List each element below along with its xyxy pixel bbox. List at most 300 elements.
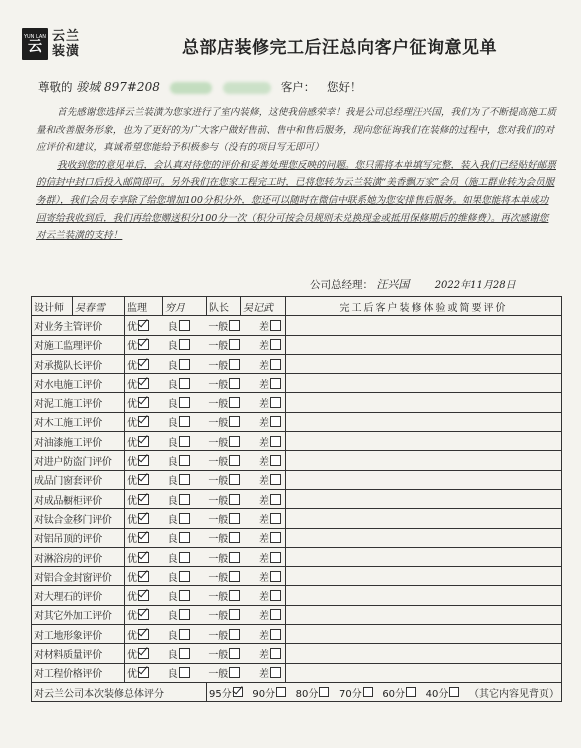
table-row — [32, 663, 562, 682]
logo-name-top: 云兰 — [52, 29, 81, 44]
checkbox[interactable] — [270, 397, 281, 408]
score-option-label: 40分 — [425, 688, 449, 700]
score-option[interactable] — [426, 685, 460, 700]
evaluation-item-label: 对工程价格评价 — [32, 663, 125, 682]
rating-option-label: 优 — [127, 360, 137, 372]
remarks-header: 完工后客户装修体验或简要评价 — [286, 297, 562, 316]
rating-option-label: 一般 — [208, 341, 229, 353]
remarks-cell[interactable] — [286, 663, 562, 682]
checkbox[interactable] — [270, 416, 281, 427]
rating-option[interactable] — [259, 337, 281, 352]
checkbox[interactable] — [179, 590, 190, 601]
rating-option[interactable] — [127, 550, 149, 565]
checked-checkbox[interactable] — [138, 436, 149, 447]
leader-label: 队长 — [207, 297, 241, 316]
rating-option[interactable] — [127, 472, 149, 487]
rating-option[interactable] — [208, 492, 240, 507]
rating-option[interactable] — [168, 472, 190, 487]
rating-option-label: 优 — [127, 514, 137, 526]
rating-option[interactable] — [259, 530, 281, 545]
checkbox[interactable] — [229, 474, 240, 485]
rating-option-label: 差 — [258, 669, 269, 681]
rating-option-label: 一般 — [208, 669, 229, 681]
rating-option[interactable] — [208, 646, 240, 661]
rating-option-label: 一般 — [208, 437, 229, 449]
remarks-cell[interactable] — [286, 335, 562, 354]
checkbox[interactable] — [179, 494, 190, 505]
rating-option[interactable] — [127, 569, 149, 584]
rating-option[interactable] — [259, 492, 281, 507]
rating-option-label: 一般 — [208, 457, 229, 469]
score-option[interactable] — [339, 685, 373, 700]
rating-option[interactable] — [259, 569, 281, 584]
rating-option[interactable] — [259, 434, 281, 449]
rating-option-label: 一般 — [208, 379, 229, 391]
remarks-cell[interactable] — [286, 528, 562, 547]
checkbox[interactable] — [229, 513, 240, 524]
rating-option[interactable] — [208, 376, 240, 391]
redacted-blur — [170, 82, 212, 94]
table-row — [32, 393, 562, 412]
rating-option[interactable] — [259, 588, 281, 603]
rating-option[interactable] — [168, 665, 190, 680]
rating-option-label: 优 — [127, 592, 137, 604]
supervisor-value[interactable]: 穷月 — [163, 297, 207, 316]
checked-checkbox[interactable] — [138, 359, 149, 370]
rating-option-label: 差 — [258, 360, 269, 372]
remarks-cell[interactable] — [286, 605, 562, 624]
rating-options — [125, 354, 286, 373]
rating-option[interactable] — [208, 530, 240, 545]
checked-checkbox[interactable] — [138, 397, 149, 408]
rating-option-label: 差 — [258, 495, 269, 507]
checkbox[interactable] — [270, 513, 281, 524]
rating-option-label: 一般 — [208, 611, 229, 623]
rating-option[interactable] — [259, 511, 281, 526]
remarks-cell[interactable] — [286, 489, 562, 508]
rating-option[interactable] — [127, 511, 149, 526]
rating-option[interactable] — [259, 357, 281, 372]
rating-option[interactable] — [127, 414, 149, 429]
rating-option[interactable] — [168, 453, 190, 468]
rating-options — [125, 605, 286, 624]
checked-checkbox[interactable] — [138, 667, 149, 678]
checkbox[interactable] — [229, 455, 240, 466]
checked-checkbox[interactable] — [138, 494, 149, 505]
rating-option-label: 差 — [258, 611, 269, 623]
rating-options — [125, 509, 286, 528]
rating-option-label: 一般 — [208, 360, 229, 372]
remarks-cell[interactable] — [286, 547, 562, 566]
rating-option[interactable] — [208, 434, 240, 449]
evaluation-item-label: 对油漆施工评价 — [32, 432, 125, 451]
rating-option-label: 差 — [258, 399, 269, 411]
rating-option-label: 良 — [167, 630, 178, 642]
rating-option[interactable] — [127, 318, 149, 333]
rating-option[interactable] — [127, 588, 149, 603]
checkbox[interactable] — [270, 359, 281, 370]
rating-option-label: 差 — [258, 630, 269, 642]
rating-option[interactable] — [259, 665, 281, 680]
score-option[interactable] — [252, 685, 286, 700]
checkbox[interactable] — [270, 648, 281, 659]
rating-option-label: 良 — [167, 321, 178, 333]
score-option[interactable] — [296, 685, 330, 700]
rating-option[interactable] — [127, 665, 149, 680]
signature-line: 公司总经理： 汪兴国 2022年11月28日 — [310, 278, 516, 291]
rating-option[interactable] — [259, 627, 281, 642]
remarks-cell[interactable] — [286, 586, 562, 605]
rating-option[interactable] — [168, 395, 190, 410]
checkbox[interactable] — [179, 609, 190, 620]
rating-option[interactable] — [208, 337, 240, 352]
checkbox[interactable] — [229, 320, 240, 331]
rating-option[interactable] — [127, 607, 149, 622]
remarks-cell[interactable] — [286, 432, 562, 451]
rating-options — [125, 374, 286, 393]
evaluation-item-label: 对进户防盗门评价 — [32, 451, 125, 470]
rating-option[interactable] — [168, 530, 190, 545]
rating-option-label: 差 — [258, 553, 269, 565]
rating-option[interactable] — [127, 453, 149, 468]
rating-option[interactable] — [127, 434, 149, 449]
checkbox[interactable] — [449, 687, 459, 697]
rating-options — [125, 625, 286, 644]
checkbox[interactable] — [270, 667, 281, 678]
checkbox[interactable] — [179, 397, 190, 408]
checkbox[interactable] — [229, 436, 240, 447]
checkbox[interactable] — [229, 416, 240, 427]
company-logo — [22, 27, 110, 61]
remarks-cell[interactable] — [286, 316, 562, 335]
rating-option[interactable] — [259, 376, 281, 391]
score-option-label: 70分 — [338, 688, 362, 700]
rating-options — [125, 335, 286, 354]
evaluation-item-label: 对大理石的评价 — [32, 586, 125, 605]
checked-checkbox[interactable] — [138, 378, 149, 389]
rating-option[interactable] — [168, 492, 190, 507]
rating-option[interactable] — [259, 414, 281, 429]
remarks-cell[interactable] — [286, 412, 562, 431]
supervisor-label: 监理 — [125, 297, 163, 316]
checkbox[interactable] — [363, 687, 373, 697]
letter-body — [36, 104, 556, 245]
rating-option-label: 良 — [167, 514, 178, 526]
score-option[interactable] — [382, 685, 416, 700]
rating-option[interactable] — [168, 607, 190, 622]
table-row — [32, 412, 562, 431]
checkbox[interactable] — [179, 339, 190, 350]
remarks-cell[interactable] — [286, 354, 562, 373]
greeting-hello: 您好！ — [326, 80, 362, 94]
evaluation-item-label: 对业务主管评价 — [32, 316, 125, 335]
checkbox[interactable] — [270, 629, 281, 640]
rating-option[interactable] — [208, 414, 240, 429]
checked-checkbox[interactable] — [138, 339, 149, 350]
table-row — [32, 644, 562, 663]
checkbox[interactable] — [270, 339, 281, 350]
checkbox[interactable] — [229, 667, 240, 678]
rating-option-label: 优 — [127, 553, 137, 565]
rating-option-label: 差 — [258, 476, 269, 488]
letter-paragraph: 首先感谢您选择云兰装潢为您家进行了室内装修，这使我倍感荣幸！我是公司总经理汪兴国，我们为了不断提高施工质量和改善服务形象，也为了更好的为广大客户做好售前、售中和售后服务，现向您征询我们在装修的过程中，您对我们的对应评价和建议，真诚希望您能给予积极参与（没有的项目写无即可） — [36, 107, 556, 154]
rating-option[interactable] — [259, 472, 281, 487]
remarks-cell[interactable] — [286, 644, 562, 663]
rating-option-label: 优 — [127, 437, 137, 449]
checkbox[interactable] — [179, 320, 190, 331]
checked-checkbox[interactable] — [138, 571, 149, 582]
rating-option-label: 良 — [167, 592, 178, 604]
rating-option-label: 良 — [167, 572, 178, 584]
evaluation-item-label: 对工地形象评价 — [32, 625, 125, 644]
rating-option[interactable] — [168, 511, 190, 526]
rating-option[interactable] — [208, 511, 240, 526]
checked-checkbox[interactable] — [138, 455, 149, 466]
gm-signature: 汪兴国 — [376, 278, 410, 291]
checked-checkbox[interactable] — [138, 474, 149, 485]
checkbox[interactable] — [270, 494, 281, 505]
evaluation-item-label: 对木工施工评价 — [32, 412, 125, 431]
table-row — [32, 470, 562, 489]
rating-option[interactable] — [168, 646, 190, 661]
rating-option[interactable] — [208, 588, 240, 603]
evaluation-table — [31, 296, 562, 702]
checkbox[interactable] — [179, 513, 190, 524]
remarks-cell[interactable] — [286, 451, 562, 470]
rating-option[interactable] — [168, 357, 190, 372]
rating-option[interactable] — [259, 395, 281, 410]
rating-option-label: 良 — [167, 399, 178, 411]
rating-options — [125, 393, 286, 412]
evaluation-item-label: 对淋浴房的评价 — [32, 547, 125, 566]
rating-option-label: 良 — [167, 437, 178, 449]
remarks-cell[interactable] — [286, 470, 562, 489]
rating-option-label: 良 — [167, 495, 178, 507]
score-option[interactable] — [209, 685, 243, 700]
rating-option-label: 差 — [258, 534, 269, 546]
table-row — [32, 489, 562, 508]
rating-option[interactable] — [208, 627, 240, 642]
table-row — [32, 509, 562, 528]
rating-options — [125, 528, 286, 547]
rating-options — [125, 586, 286, 605]
checked-checkbox[interactable] — [138, 609, 149, 620]
checkbox[interactable] — [270, 474, 281, 485]
rating-option-label: 良 — [167, 360, 178, 372]
checked-checkbox[interactable] — [138, 552, 149, 563]
evaluation-item-label: 对承揽队长评价 — [32, 354, 125, 373]
checkbox[interactable] — [229, 571, 240, 582]
evaluation-item-label: 对水电施工评价 — [32, 374, 125, 393]
checkbox[interactable] — [179, 474, 190, 485]
checkbox[interactable] — [229, 339, 240, 350]
checkbox[interactable] — [179, 455, 190, 466]
checkbox[interactable] — [270, 436, 281, 447]
checkbox[interactable] — [229, 494, 240, 505]
checkbox[interactable] — [229, 648, 240, 659]
checkbox[interactable] — [276, 687, 286, 697]
checkbox[interactable] — [270, 609, 281, 620]
rating-option[interactable] — [168, 627, 190, 642]
evaluation-item-label: 对施工监理评价 — [32, 335, 125, 354]
checkbox[interactable] — [179, 436, 190, 447]
checkbox[interactable] — [270, 532, 281, 543]
evaluation-item-label: 对铝合金封窗评价 — [32, 567, 125, 586]
checked-checkbox[interactable] — [138, 532, 149, 543]
checkbox[interactable] — [270, 378, 281, 389]
rating-option[interactable] — [208, 665, 240, 680]
checked-checkbox[interactable] — [138, 513, 149, 524]
overall-score-row — [32, 682, 562, 701]
rating-option[interactable] — [208, 569, 240, 584]
checked-checkbox[interactable] — [138, 416, 149, 427]
rating-option[interactable] — [259, 646, 281, 661]
checkbox[interactable] — [229, 629, 240, 640]
rating-option-label: 一般 — [208, 476, 229, 488]
checkbox[interactable] — [229, 378, 240, 389]
rating-option[interactable] — [168, 376, 190, 391]
redacted-blur — [223, 82, 271, 94]
rating-option-label: 良 — [167, 476, 178, 488]
rating-option[interactable] — [127, 530, 149, 545]
rating-option-label: 一般 — [208, 572, 229, 584]
rating-option[interactable] — [127, 646, 149, 661]
rating-option[interactable] — [127, 492, 149, 507]
rating-option[interactable] — [168, 588, 190, 603]
remarks-cell[interactable] — [286, 625, 562, 644]
rating-option-label: 差 — [258, 514, 269, 526]
rating-option-label: 优 — [127, 630, 137, 642]
leader-value[interactable]: 吴记武 — [241, 297, 286, 316]
checkbox[interactable] — [179, 648, 190, 659]
evaluation-item-label: 成品门窗套评价 — [32, 470, 125, 489]
rating-option[interactable] — [259, 607, 281, 622]
rating-options — [125, 489, 286, 508]
rating-option-label: 一般 — [208, 418, 229, 430]
rating-option[interactable] — [168, 434, 190, 449]
checkbox[interactable] — [270, 571, 281, 582]
table-row — [32, 567, 562, 586]
checked-checkbox[interactable] — [138, 590, 149, 601]
rating-option[interactable] — [208, 550, 240, 565]
checkbox[interactable] — [179, 378, 190, 389]
rating-option[interactable] — [259, 318, 281, 333]
rating-option-label: 差 — [258, 592, 269, 604]
logo-icon: YUN LAN 云 — [22, 28, 48, 60]
rating-option[interactable] — [168, 318, 190, 333]
checkbox[interactable] — [179, 359, 190, 370]
rating-option[interactable] — [259, 550, 281, 565]
checkbox[interactable] — [229, 397, 240, 408]
checkbox[interactable] — [319, 687, 329, 697]
checkbox[interactable] — [270, 552, 281, 563]
checkbox[interactable] — [179, 571, 190, 582]
checkbox[interactable] — [406, 687, 416, 697]
rating-option[interactable] — [208, 607, 240, 622]
rating-option[interactable] — [127, 337, 149, 352]
checkbox[interactable] — [179, 629, 190, 640]
rating-option-label: 一般 — [208, 534, 229, 546]
rating-option-label: 一般 — [208, 630, 229, 642]
score-note: （其它内容见背页） — [468, 688, 559, 700]
rating-option[interactable] — [208, 318, 240, 333]
checked-checkbox[interactable] — [233, 687, 243, 697]
checkbox[interactable] — [229, 609, 240, 620]
rating-option-label: 差 — [258, 457, 269, 469]
rating-option-label: 优 — [127, 321, 137, 333]
checkbox[interactable] — [270, 455, 281, 466]
rating-option-label: 优 — [127, 669, 137, 681]
table-row — [32, 374, 562, 393]
remarks-cell[interactable] — [286, 393, 562, 412]
overall-score-options — [207, 682, 562, 701]
checkbox[interactable] — [229, 552, 240, 563]
checked-checkbox[interactable] — [138, 629, 149, 640]
checkbox[interactable] — [270, 590, 281, 601]
rating-option-label: 良 — [167, 669, 178, 681]
rating-option-label: 良 — [167, 534, 178, 546]
sign-date: 2022年11月28日 — [434, 280, 516, 291]
rating-option-label: 差 — [258, 418, 269, 430]
rating-option-label: 优 — [127, 495, 137, 507]
rating-option[interactable] — [127, 376, 149, 391]
checkbox[interactable] — [179, 552, 190, 563]
checked-checkbox[interactable] — [138, 320, 149, 331]
rating-options — [125, 567, 286, 586]
remarks-cell[interactable] — [286, 567, 562, 586]
rating-option[interactable] — [259, 453, 281, 468]
rating-option[interactable] — [208, 453, 240, 468]
table-row — [32, 625, 562, 644]
rating-option-label: 差 — [258, 572, 269, 584]
rating-option-label: 一般 — [208, 321, 229, 333]
rating-option-label: 一般 — [208, 399, 229, 411]
checkbox[interactable] — [179, 416, 190, 427]
remarks-cell[interactable] — [286, 374, 562, 393]
overall-score-label: 对云兰公司本次装修总体评分 — [32, 682, 207, 701]
table-row — [32, 547, 562, 566]
evaluation-item-label: 对成品橱柜评价 — [32, 489, 125, 508]
rating-option[interactable] — [208, 472, 240, 487]
rating-option-label: 良 — [167, 649, 178, 661]
rating-option[interactable] — [208, 395, 240, 410]
rating-option[interactable] — [127, 357, 149, 372]
rating-option-label: 一般 — [208, 514, 229, 526]
rating-option[interactable] — [168, 337, 190, 352]
rating-option[interactable] — [208, 357, 240, 372]
rating-options — [125, 547, 286, 566]
table-row — [32, 316, 562, 335]
rating-option[interactable] — [127, 395, 149, 410]
remarks-cell[interactable] — [286, 509, 562, 528]
rating-option[interactable] — [168, 550, 190, 565]
rating-option-label: 良 — [167, 379, 178, 391]
rating-option[interactable] — [127, 627, 149, 642]
designer-value[interactable]: 吴春雪 — [73, 297, 125, 316]
checkbox[interactable] — [229, 359, 240, 370]
checkbox[interactable] — [179, 532, 190, 543]
checkbox[interactable] — [229, 590, 240, 601]
checkbox[interactable] — [270, 320, 281, 331]
checked-checkbox[interactable] — [138, 648, 149, 659]
evaluation-item-label: 对钛合金移门评价 — [32, 509, 125, 528]
checkbox[interactable] — [229, 532, 240, 543]
rating-option-label: 一般 — [208, 592, 229, 604]
checkbox[interactable] — [179, 667, 190, 678]
rating-option-label: 优 — [127, 418, 137, 430]
rating-option[interactable] — [168, 414, 190, 429]
rating-option[interactable] — [168, 569, 190, 584]
